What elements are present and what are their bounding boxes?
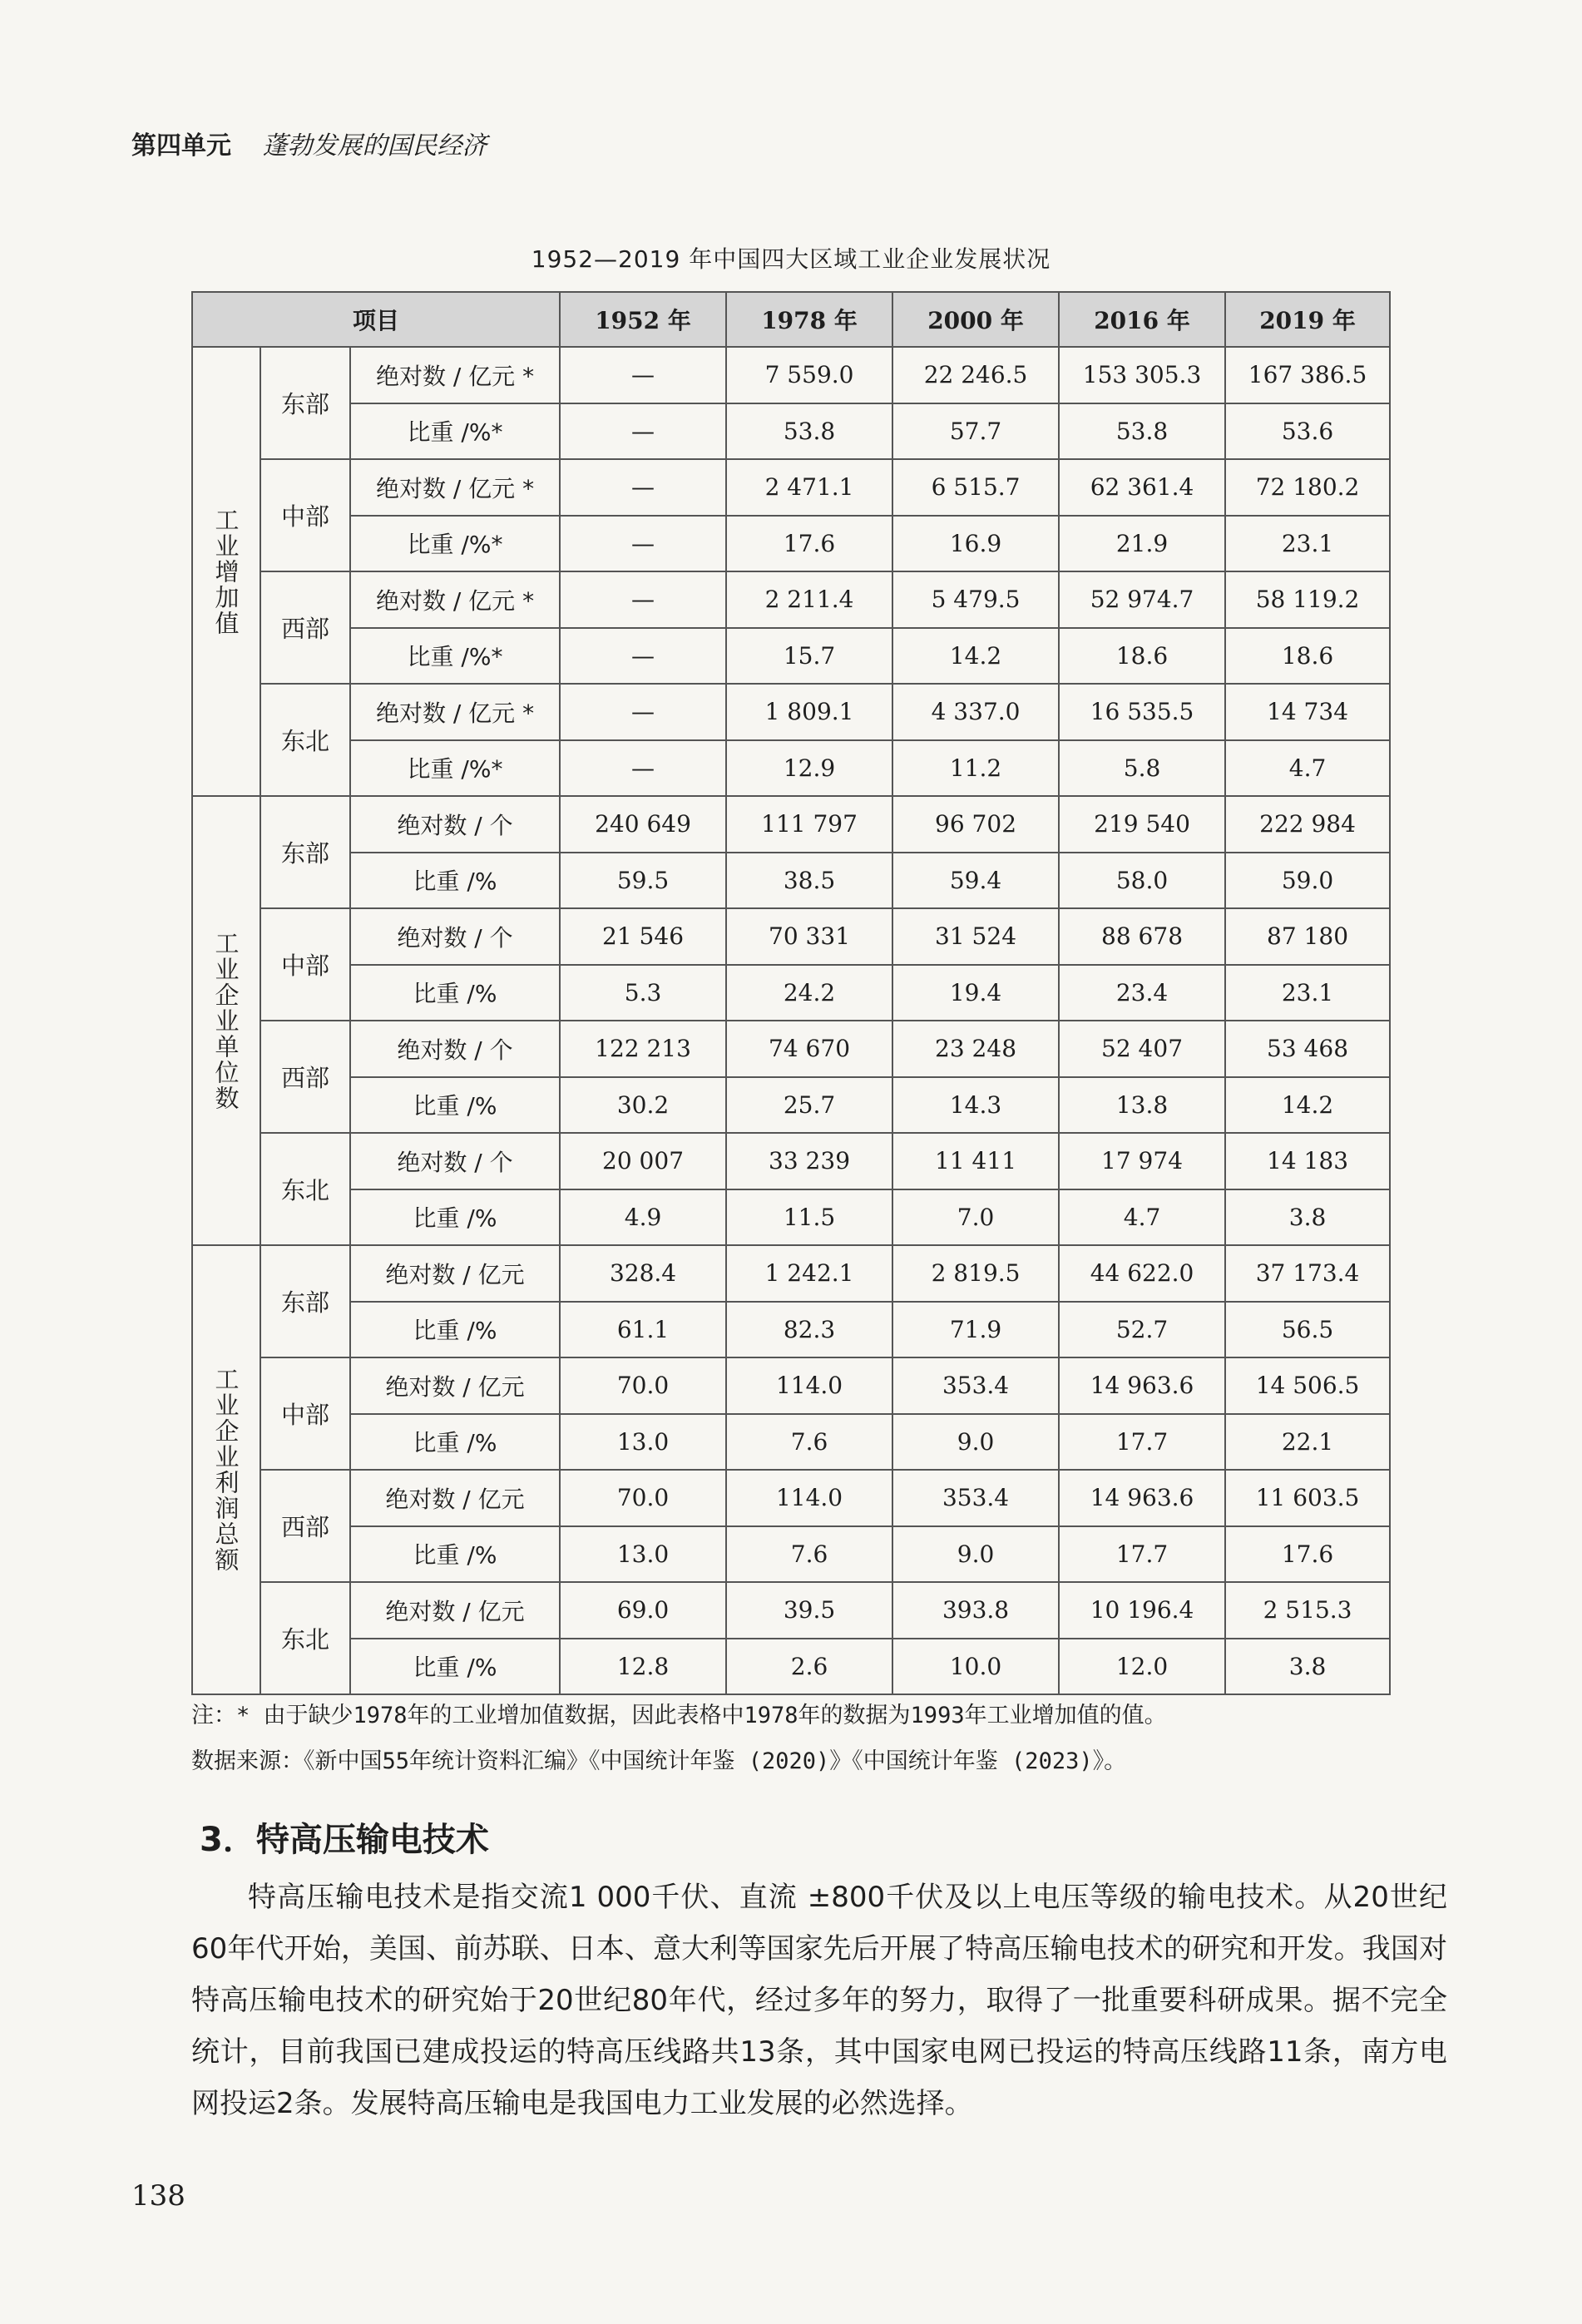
table-cell: 11 411 (892, 1133, 1059, 1189)
table-cell: 7 559.0 (726, 347, 892, 403)
table-row (192, 1470, 1390, 1526)
table-cell: 16 535.5 (1059, 684, 1225, 740)
table-cell: 7.6 (726, 1526, 892, 1583)
table-cell: 15.7 (726, 628, 892, 685)
table-cell: 30.2 (560, 1077, 726, 1134)
metric-label: 比重 /%* (350, 403, 560, 460)
table-cell: 22.1 (1225, 1414, 1390, 1471)
region-label: 东北 (260, 1133, 350, 1245)
table-row (192, 459, 1390, 516)
region-label: 西部 (260, 1470, 350, 1582)
table-cell: 74 670 (726, 1021, 892, 1077)
metric-label: 绝对数 / 个 (350, 908, 560, 965)
table-cell: 23 248 (892, 1021, 1059, 1077)
table-cell: 24.2 (726, 965, 892, 1021)
industry-table (191, 291, 1391, 1695)
table-cell: 71.9 (892, 1302, 1059, 1358)
column-header: 2016 年 (1059, 292, 1225, 347)
table-cell: 21.9 (1059, 516, 1225, 572)
table-cell: — (560, 628, 726, 685)
column-header: 2000 年 (892, 292, 1059, 347)
section-paragraph: 特高压输电技术是指交流1 000千伏、直流 ±800千伏及以上电压等级的输电技术。从20世纪60年代开始，美国、前苏联、日本、意大利等国家先后开展了特高压输电技术的研究和开发。我国对特高压输电技术的研究始于20世纪80年代，经过多年的努力，取得了一批重要科研成果。据不完全统计，目前我国已建成投运的特高压线路共13条，其中国家电网已投运的特高压线路11条，南方电网投运2条。发展特高压输电是我国电力工业发展的必然选择。 (191, 1881, 1447, 2120)
metric-label: 比重 /%* (350, 516, 560, 572)
metric-label: 比重 /% (350, 1189, 560, 1246)
table-cell: 17.7 (1059, 1526, 1225, 1583)
metric-label: 比重 /%* (350, 628, 560, 685)
table-cell: — (560, 684, 726, 740)
table-cell: 3.8 (1225, 1639, 1390, 1695)
table-row (192, 1357, 1390, 1414)
table-cell: 53.8 (1059, 403, 1225, 460)
table-cell: 18.6 (1225, 628, 1390, 685)
table-cell: 9.0 (892, 1414, 1059, 1471)
table-cell: 53.8 (726, 403, 892, 460)
table-cell: 22 246.5 (892, 347, 1059, 403)
table-note: 注：* 由于缺少1978年的工业增加值数据，因此表格中1978年的数据为1993年工业增加值的值。 (191, 1703, 1167, 1728)
table-cell: 7.6 (726, 1414, 892, 1471)
table-header-row (192, 292, 1390, 347)
table-cell: 69.0 (560, 1582, 726, 1639)
table-cell: 53.6 (1225, 403, 1390, 460)
metric-label: 比重 /% (350, 1526, 560, 1583)
table-cell: 14.2 (1225, 1077, 1390, 1134)
metric-label: 比重 /% (350, 1302, 560, 1358)
section-title: 3．特高压输电技术 (200, 1821, 489, 1859)
table-cell: 20 007 (560, 1133, 726, 1189)
table-cell: 1 809.1 (726, 684, 892, 740)
metric-label: 绝对数 / 个 (350, 796, 560, 853)
unit-subtitle: 蓬勃发展的国民经济 (262, 131, 487, 161)
table-cell: 10.0 (892, 1639, 1059, 1695)
region-label: 中部 (260, 1357, 350, 1470)
table-cell: 111 797 (726, 796, 892, 853)
table-cell: 353.4 (892, 1470, 1059, 1526)
page-number: 138 (131, 2179, 185, 2213)
column-header: 2019 年 (1225, 292, 1390, 347)
table-cell: 72 180.2 (1225, 459, 1390, 516)
metric-label: 比重 /% (350, 965, 560, 1021)
page-header (131, 125, 487, 161)
metric-label: 比重 /% (350, 1077, 560, 1134)
table-cell: 31 524 (892, 908, 1059, 965)
region-label: 中部 (260, 908, 350, 1021)
table-cell: 5 479.5 (892, 571, 1059, 628)
table-cell: 5.8 (1059, 740, 1225, 797)
table-cell: 222 984 (1225, 796, 1390, 853)
table-row (192, 1639, 1390, 1695)
table-cell: — (560, 459, 726, 516)
table-body (192, 347, 1390, 1694)
table-cell: 10 196.4 (1059, 1582, 1225, 1639)
table-cell: — (560, 347, 726, 403)
table-cell: 4.7 (1059, 1189, 1225, 1246)
table-row (192, 1414, 1390, 1471)
table-cell: 25.7 (726, 1077, 892, 1134)
table-cell: 1 242.1 (726, 1245, 892, 1302)
metric-label: 比重 /% (350, 1414, 560, 1471)
table-cell: 153 305.3 (1059, 347, 1225, 403)
table-cell: 62 361.4 (1059, 459, 1225, 516)
metric-label: 绝对数 / 亿元 (350, 1470, 560, 1526)
region-label: 西部 (260, 571, 350, 684)
table-cell: 58 119.2 (1225, 571, 1390, 628)
metric-label: 绝对数 / 亿元 * (350, 684, 560, 740)
table-cell: 13.8 (1059, 1077, 1225, 1134)
table-cell: 114.0 (726, 1470, 892, 1526)
table-cell: 14 963.6 (1059, 1357, 1225, 1414)
table-cell: 2 471.1 (726, 459, 892, 516)
metric-label: 绝对数 / 亿元 (350, 1357, 560, 1414)
table-cell: 2.6 (726, 1639, 892, 1695)
table-cell: — (560, 571, 726, 628)
table-cell: 11.5 (726, 1189, 892, 1246)
table-cell: 14 963.6 (1059, 1470, 1225, 1526)
table-cell: 39.5 (726, 1582, 892, 1639)
table-cell: 5.3 (560, 965, 726, 1021)
table-cell: 240 649 (560, 796, 726, 853)
table-cell: 12.0 (1059, 1639, 1225, 1695)
metric-label: 绝对数 / 亿元 (350, 1582, 560, 1639)
region-label: 东部 (260, 796, 350, 908)
metric-label: 绝对数 / 个 (350, 1133, 560, 1189)
table-cell: 59.4 (892, 853, 1059, 909)
column-header: 项目 (192, 292, 560, 347)
table-cell: 59.0 (1225, 853, 1390, 909)
table-cell: 2 819.5 (892, 1245, 1059, 1302)
table-cell: 37 173.4 (1225, 1245, 1390, 1302)
table-cell: 23.4 (1059, 965, 1225, 1021)
table-cell: 2 515.3 (1225, 1582, 1390, 1639)
table-row (192, 853, 1390, 909)
table-cell: 53 468 (1225, 1021, 1390, 1077)
table-cell: 14.2 (892, 628, 1059, 685)
table-cell: 3.8 (1225, 1189, 1390, 1246)
table-cell: 82.3 (726, 1302, 892, 1358)
table-cell: 56.5 (1225, 1302, 1390, 1358)
table-row (192, 628, 1390, 685)
table-cell: 70 331 (726, 908, 892, 965)
table-row (192, 684, 1390, 740)
region-label: 东北 (260, 684, 350, 796)
table-cell: 393.8 (892, 1582, 1059, 1639)
table-cell: 12.9 (726, 740, 892, 797)
unit-label: 第四单元 (131, 131, 231, 161)
region-label: 东北 (260, 1582, 350, 1694)
table-cell: 122 213 (560, 1021, 726, 1077)
metric-label: 绝对数 / 亿元 * (350, 459, 560, 516)
table-cell: 353.4 (892, 1357, 1059, 1414)
table-cell: 88 678 (1059, 908, 1225, 965)
table-cell: 4.9 (560, 1189, 726, 1246)
region-label: 东部 (260, 347, 350, 459)
table-cell: 7.0 (892, 1189, 1059, 1246)
table-cell: 59.5 (560, 853, 726, 909)
table-cell: 87 180 (1225, 908, 1390, 965)
table-cell: 52 407 (1059, 1021, 1225, 1077)
table-row (192, 965, 1390, 1021)
table-cell: 11.2 (892, 740, 1059, 797)
metric-label: 绝对数 / 亿元 * (350, 347, 560, 403)
region-label: 西部 (260, 1021, 350, 1133)
group-label: 工业增加值 (192, 347, 260, 796)
table-cell: 14 734 (1225, 684, 1390, 740)
metric-label: 比重 /% (350, 1639, 560, 1695)
table-cell: 4 337.0 (892, 684, 1059, 740)
metric-label: 绝对数 / 亿元 * (350, 571, 560, 628)
table-cell: 12.8 (560, 1639, 726, 1695)
table-source: 数据来源：《新中国55年统计资料汇编》《中国统计年鉴 (2020)》《中国统计年鉴 (2023)》。 (191, 1748, 1127, 1774)
table-row (192, 403, 1390, 460)
table-cell: 61.1 (560, 1302, 726, 1358)
table-cell: 2 211.4 (726, 571, 892, 628)
group-label: 工业企业单位数 (192, 796, 260, 1245)
table-cell: 16.9 (892, 516, 1059, 572)
table-cell: 17 974 (1059, 1133, 1225, 1189)
table-row (192, 1021, 1390, 1077)
table-cell: 9.0 (892, 1526, 1059, 1583)
table-cell: 4.7 (1225, 740, 1390, 797)
table-cell: 70.0 (560, 1357, 726, 1414)
table-cell: 23.1 (1225, 516, 1390, 572)
table-cell: — (560, 516, 726, 572)
table-row (192, 516, 1390, 572)
metric-label: 比重 /% (350, 853, 560, 909)
table-cell: 38.5 (726, 853, 892, 909)
table-row (192, 1133, 1390, 1189)
table-row (192, 740, 1390, 797)
table-cell: 17.7 (1059, 1414, 1225, 1471)
column-header: 1978 年 (726, 292, 892, 347)
table-row (192, 1189, 1390, 1246)
table-cell: 17.6 (1225, 1526, 1390, 1583)
table-row (192, 571, 1390, 628)
table-row (192, 1302, 1390, 1358)
table-cell: 19.4 (892, 965, 1059, 1021)
table-row (192, 908, 1390, 965)
table-cell: 17.6 (726, 516, 892, 572)
table-cell: 328.4 (560, 1245, 726, 1302)
table-title: 1952—2019 年中国四大区域工业企业发展状况 (531, 245, 1051, 273)
table-cell: — (560, 740, 726, 797)
table-cell: 52 974.7 (1059, 571, 1225, 628)
table-cell: 33 239 (726, 1133, 892, 1189)
table-row (192, 796, 1390, 853)
table-cell: 167 386.5 (1225, 347, 1390, 403)
table-cell: 6 515.7 (892, 459, 1059, 516)
table-cell: 23.1 (1225, 965, 1390, 1021)
group-label: 工业企业利润总额 (192, 1245, 260, 1694)
table-cell: 52.7 (1059, 1302, 1225, 1358)
table-cell: 70.0 (560, 1470, 726, 1526)
table-row (192, 347, 1390, 403)
table-cell: 18.6 (1059, 628, 1225, 685)
table-cell: 11 603.5 (1225, 1470, 1390, 1526)
table-cell: 21 546 (560, 908, 726, 965)
table-cell: 13.0 (560, 1414, 726, 1471)
table-cell: — (560, 403, 726, 460)
table-cell: 14.3 (892, 1077, 1059, 1134)
table-row (192, 1526, 1390, 1583)
table-cell: 14 183 (1225, 1133, 1390, 1189)
table-row (192, 1245, 1390, 1302)
table-cell: 114.0 (726, 1357, 892, 1414)
column-header: 1952 年 (560, 292, 726, 347)
table-cell: 96 702 (892, 796, 1059, 853)
table-cell: 219 540 (1059, 796, 1225, 853)
metric-label: 绝对数 / 个 (350, 1021, 560, 1077)
table-cell: 57.7 (892, 403, 1059, 460)
table-row (192, 1582, 1390, 1639)
table-cell: 14 506.5 (1225, 1357, 1390, 1414)
region-label: 东部 (260, 1245, 350, 1357)
table-cell: 13.0 (560, 1526, 726, 1583)
region-label: 中部 (260, 459, 350, 571)
table-cell: 44 622.0 (1059, 1245, 1225, 1302)
table-cell: 58.0 (1059, 853, 1225, 909)
table-row (192, 1077, 1390, 1134)
metric-label: 绝对数 / 亿元 (350, 1245, 560, 1302)
metric-label: 比重 /%* (350, 740, 560, 797)
